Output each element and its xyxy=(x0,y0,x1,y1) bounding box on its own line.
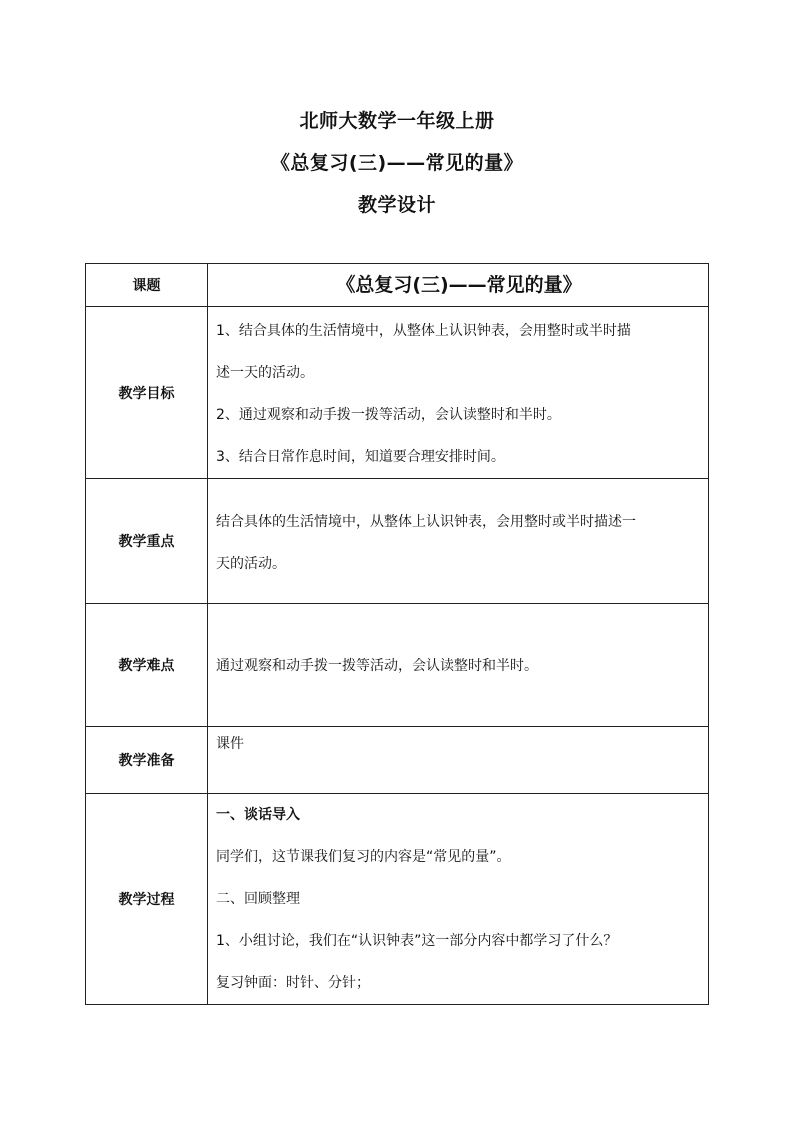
goals-label: 教学目标 xyxy=(86,307,208,479)
goal-line: 3、结合日常作息时间，知道要合理安排时间。 xyxy=(216,449,505,465)
key-point-line: 天的活动。 xyxy=(216,556,286,572)
document-title-line-3: 教学设计 xyxy=(357,194,436,216)
goal-line: 2、通过观察和动手拨一拨等活动，会认读整时和半时。 xyxy=(216,407,561,423)
process-label: 教学过程 xyxy=(86,794,208,1005)
lesson-plan-table xyxy=(85,263,709,1005)
process-heading-2: 二、回顾整理 xyxy=(216,891,300,907)
process-heading-1: 一、谈话导入 xyxy=(216,807,300,823)
process-line: 1、小组讨论，我们在“认识钟表”这一部分内容中都学习了什么？ xyxy=(216,933,618,949)
process-line: 复习钟面：时针、分针； xyxy=(216,975,370,991)
goal-line: 1、结合具体的生活情境中，从整体上认识钟表，会用整时或半时描 xyxy=(216,323,631,339)
key-points-label: 教学重点 xyxy=(86,479,208,604)
process-line: 同学们，这节课我们复习的内容是“常见的量”。 xyxy=(216,849,511,865)
table-row-difficulties xyxy=(86,604,709,727)
table-row-topic xyxy=(86,264,709,307)
table-row-preparation xyxy=(86,727,709,794)
document-title-line-2: 《总复习(三)——常见的量》 xyxy=(270,152,524,174)
preparation-label: 教学准备 xyxy=(86,727,208,794)
table-row-goals xyxy=(86,307,709,479)
preparation-cell xyxy=(208,727,709,794)
topic-cell xyxy=(208,264,709,307)
difficulties-cell xyxy=(208,604,709,727)
preparation-text: 课件 xyxy=(216,736,244,752)
key-points-cell xyxy=(208,479,709,604)
difficulties-label: 教学难点 xyxy=(86,604,208,727)
goals-cell xyxy=(208,307,709,479)
goal-line: 述一天的活动。 xyxy=(216,365,314,381)
key-point-line: 结合具体的生活情境中，从整体上认识钟表，会用整时或半时描述一 xyxy=(216,514,636,530)
topic-label: 课题 xyxy=(86,264,208,307)
table-row-process xyxy=(86,794,709,1005)
document-title-line-1: 北师大数学一年级上册 xyxy=(299,110,495,132)
table-row-key-points xyxy=(86,479,709,604)
process-cell xyxy=(208,794,709,1005)
topic-value: 《总复习(三)——常见的量》 xyxy=(336,274,582,296)
document-title-block xyxy=(0,100,794,226)
difficulties-text: 通过观察和动手拨一拨等活动，会认读整时和半时。 xyxy=(216,658,538,674)
